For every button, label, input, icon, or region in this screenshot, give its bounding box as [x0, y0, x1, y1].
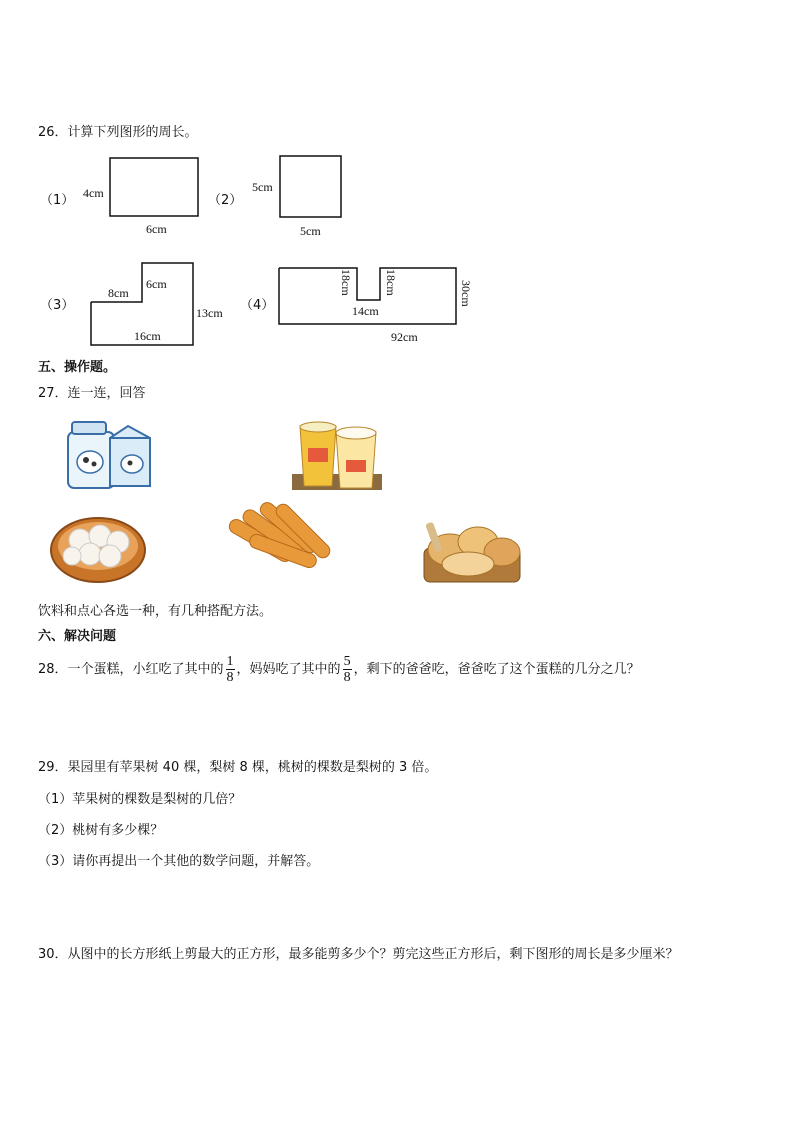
fig4-label-e: 92cm [391, 330, 418, 344]
bread-basket-picture [420, 512, 524, 584]
fig2-left-label: 5cm [252, 180, 273, 194]
fig3-label-c: 13cm [196, 306, 223, 320]
section5-heading: 五、操作题。 [38, 360, 117, 375]
q26-title: 26．计算下列图形的周长。 [38, 125, 198, 140]
fig2-square [280, 156, 341, 217]
fig3-label-a: 8cm [108, 286, 129, 300]
steamed-buns-picture [48, 500, 148, 584]
q27-title: 27．连一连，回答 [38, 386, 146, 401]
q28-part3: ，剩下的爸爸吃，爸爸吃了这个蛋糕的几分之几？ [353, 662, 640, 677]
fig3-label-d: 16cm [134, 329, 161, 343]
fig4-label-b: 18cm [384, 269, 398, 296]
q29-sub3: （3）请你再提出一个其他的数学问题，并解答。 [38, 854, 320, 869]
fig4-label-d: 30cm [459, 280, 473, 307]
q28-part2: ，妈妈吃了其中的 [236, 662, 341, 677]
q30-title: 30．从图中的长方形纸上剪最大的正方形，最多能剪多少个？剪完这些正方形后，剩下图形的周长是多少厘米？ [38, 947, 679, 962]
fig2-tag: （2） [208, 193, 243, 208]
fried-dough-sticks-picture [218, 502, 346, 582]
cups-picture [292, 418, 382, 490]
fig4-label-c: 14cm [352, 304, 379, 318]
q27-question: 饮料和点心各选一种，有几种搭配方法。 [38, 604, 273, 619]
fig1-tag: （1） [40, 193, 75, 208]
fig2-bottom-label: 5cm [300, 224, 321, 238]
fig4-tag: （4） [240, 298, 275, 313]
q28-question [38, 652, 640, 688]
q29-title: 29．果园里有苹果树 40 棵，梨树 8 棵，桃树的棵数是梨树的 3 倍。 [38, 760, 438, 775]
q29-sub2: （2）桃树有多少棵？ [38, 823, 164, 838]
fraction-5-8: $\frac{5}{8}$ [343, 654, 351, 685]
fraction-1-8: $\frac{1}{8}$ [226, 654, 234, 685]
q28-part1: 28．一个蛋糕，小红吃了其中的 [38, 662, 224, 677]
fig3-label-b: 6cm [146, 277, 167, 291]
milk-cartons-picture [60, 418, 155, 490]
fig1-left-label: 4cm [83, 186, 104, 200]
fig1-rectangle [110, 158, 198, 216]
fig1-bottom-label: 6cm [146, 222, 167, 236]
q29-sub1: （1）苹果树的棵数是梨树的几倍？ [38, 792, 242, 807]
section6-heading: 六、解决问题 [38, 629, 117, 644]
fig3-tag: （3） [40, 298, 75, 313]
fig4-label-a: 18cm [339, 269, 353, 296]
